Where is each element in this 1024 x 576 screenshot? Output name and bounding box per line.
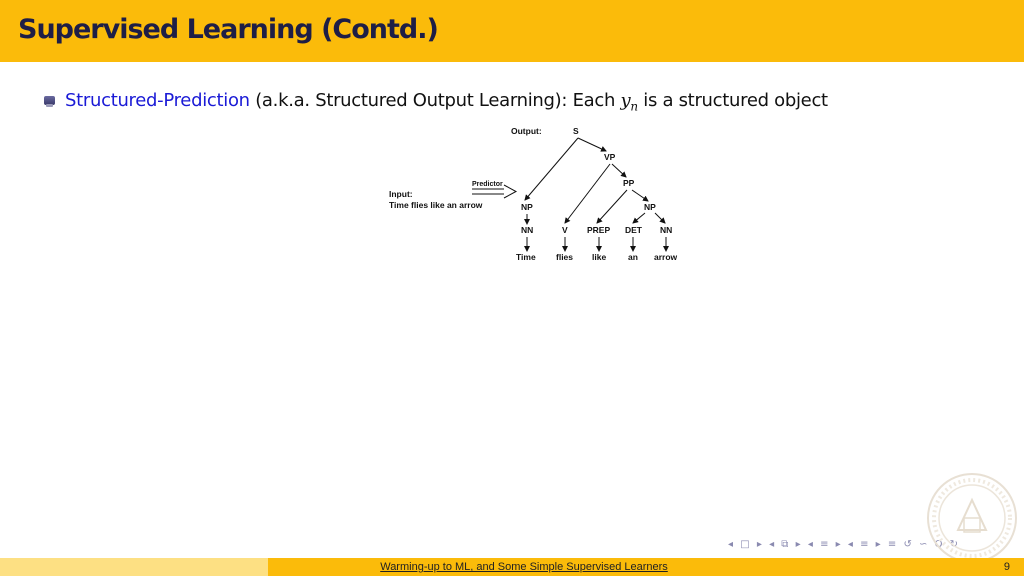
bullet-icon bbox=[44, 96, 55, 105]
bullet-term: Structured-Prediction bbox=[65, 90, 250, 111]
nav-next-icon[interactable]: ▸ bbox=[795, 539, 801, 550]
nav-prev-icon[interactable]: ◂ bbox=[847, 539, 853, 550]
bullet-tail: is a structured object bbox=[643, 90, 828, 111]
node-prep: PREP bbox=[587, 225, 611, 235]
nav-prev-icon[interactable]: ◂ bbox=[769, 539, 775, 550]
node-np-2: NP bbox=[644, 202, 656, 212]
node-nn-1: NN bbox=[521, 225, 534, 235]
nav-section-icon[interactable]: ≡ bbox=[820, 539, 829, 550]
nav-search-icon[interactable]: Q bbox=[934, 539, 943, 550]
nav-forward-icon[interactable]: ↻ bbox=[949, 539, 959, 550]
word-like: like bbox=[592, 252, 607, 262]
nav-search-back-icon[interactable]: ∽ bbox=[919, 539, 928, 550]
node-np-1: NP bbox=[521, 202, 533, 212]
nav-next-icon[interactable]: ▸ bbox=[756, 539, 762, 550]
node-v: V bbox=[562, 225, 568, 235]
parse-tree-diagram bbox=[380, 120, 700, 270]
bullet-text: (a.k.a. Structured Output Learning): Each bbox=[255, 90, 616, 111]
node-pp: PP bbox=[623, 178, 635, 188]
word-flies: flies bbox=[556, 252, 574, 262]
word-time: Time bbox=[516, 252, 536, 262]
output-label: Output: bbox=[511, 126, 542, 136]
slide-title: Supervised Learning (Contd.) bbox=[18, 14, 438, 45]
word-arrow: arrow bbox=[654, 252, 678, 262]
node-vp: VP bbox=[604, 152, 616, 162]
nav-prev-icon[interactable]: ◂ bbox=[807, 539, 813, 550]
nav-frame-icon[interactable]: □ bbox=[740, 539, 750, 550]
nav-next-icon[interactable]: ▸ bbox=[835, 539, 841, 550]
node-nn-2: NN bbox=[660, 225, 673, 235]
predictor-label: Predictor bbox=[472, 181, 503, 188]
bullet-item bbox=[44, 90, 1004, 114]
nav-prev-icon[interactable]: ◂ bbox=[728, 539, 734, 550]
footer-page-number: 9 bbox=[1003, 561, 1010, 573]
nav-subsection-icon[interactable]: ⧉ bbox=[781, 539, 789, 550]
nav-section-icon[interactable]: ≡ bbox=[860, 539, 869, 550]
nav-back-icon[interactable]: ↺ bbox=[903, 539, 912, 550]
title-bar bbox=[0, 0, 1024, 62]
institution-seal-logo bbox=[924, 470, 1020, 566]
footer-bar bbox=[0, 558, 1024, 576]
math-variable: $y_n$ bbox=[620, 90, 638, 114]
nav-toc-icon[interactable]: ≡ bbox=[887, 539, 897, 550]
word-an: an bbox=[628, 252, 638, 262]
input-text: Time flies like an arrow bbox=[389, 200, 483, 210]
nav-next-icon[interactable]: ▸ bbox=[875, 539, 881, 550]
node-s: S bbox=[573, 126, 579, 136]
footer-left-block bbox=[0, 558, 268, 576]
input-label: Input: bbox=[389, 189, 413, 199]
node-det: DET bbox=[625, 225, 642, 235]
footer-title: Warming-up to ML, and Some Simple Supervised Learners bbox=[268, 558, 780, 576]
